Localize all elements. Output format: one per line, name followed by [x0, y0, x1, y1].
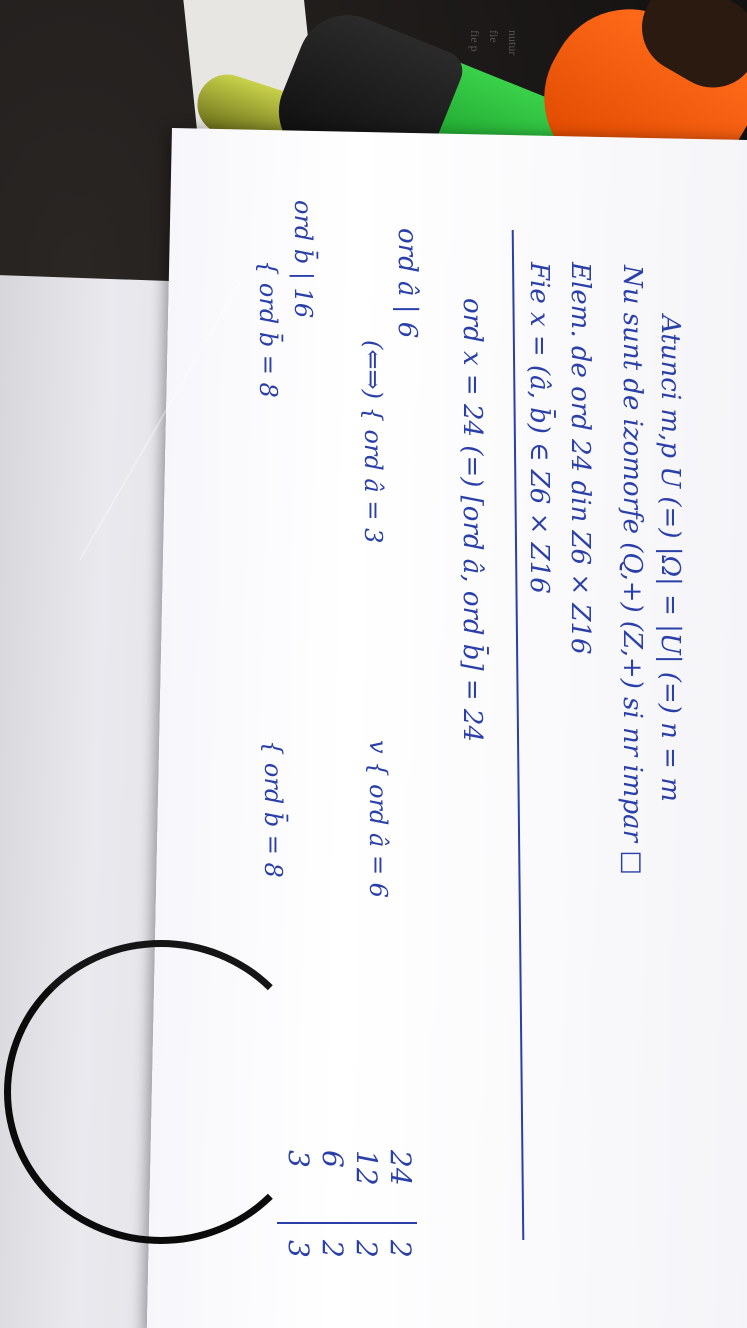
note-line-11: { ord b̄ = 8 [259, 740, 287, 878]
factorization-left-column [281, 1150, 417, 1186]
note-line-2: Nu sunt de izomorfe (Q,+) (Z,+) si nr impar □ [617, 265, 647, 875]
note-line-7: ord b̄ | 16 [289, 200, 317, 319]
printed-line-3: fie p [468, 30, 482, 52]
calc-right-value: 2 [350, 1240, 383, 1258]
calc-right-value: 3 [282, 1240, 315, 1258]
printed-line-1: nutur [506, 30, 520, 56]
factorization-right-column [281, 1240, 417, 1258]
note-line-6: ord â | 6 [392, 228, 422, 339]
note-line-10: { ord b̄ = 8 [254, 260, 282, 398]
calc-right-value: 2 [316, 1240, 349, 1258]
printed-line-2: fie [487, 30, 501, 43]
note-line-3: Elem. de ord 24 din Z6 × Z16 [565, 262, 595, 655]
note-line-8: (⇐⇒) { ord â = 3 [359, 340, 387, 544]
calc-left-value: 6 [316, 1150, 349, 1168]
factorization-divider [277, 1222, 417, 1224]
note-line-4: Fie x = (â, b̄) ∈ Z6 × Z16 [524, 262, 554, 594]
note-line-1: Atunci m,p U (=) |Ω| = |U| (=) n = m [655, 315, 685, 802]
calc-right-value: 2 [384, 1240, 417, 1258]
note-line-5: ord x = 24 (=) [ord â, ord b̄] = 24 [457, 298, 487, 742]
note-line-9: v { ord â = 6 [364, 740, 392, 898]
calc-left-value: 3 [282, 1150, 315, 1168]
calc-left-value: 24 [384, 1150, 417, 1186]
separator-line [512, 230, 525, 1240]
calc-left-value: 12 [350, 1150, 383, 1186]
